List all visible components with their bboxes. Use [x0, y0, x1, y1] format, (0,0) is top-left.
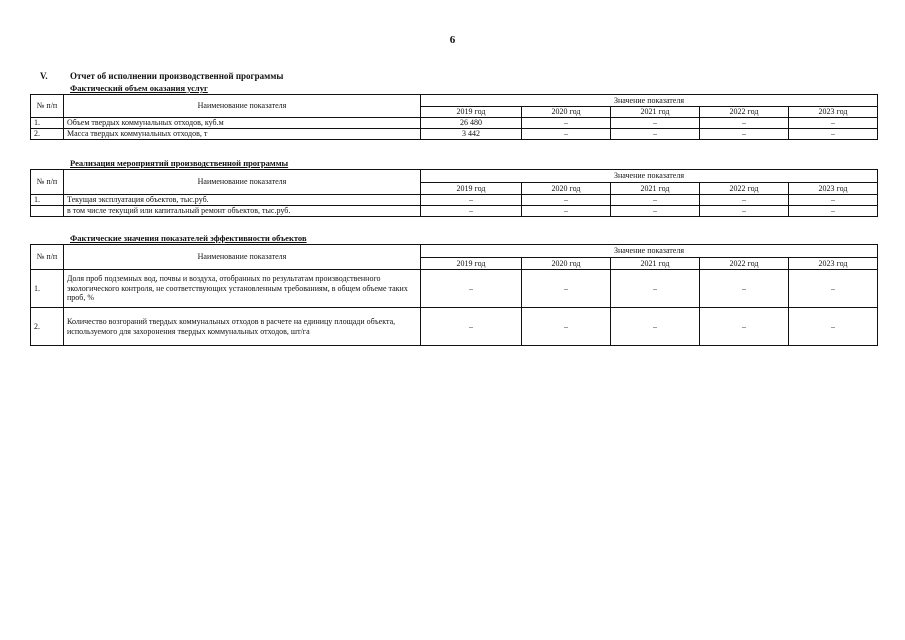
efficiency-indicators-table	[30, 244, 878, 346]
header-name: Наименование показателя	[64, 95, 421, 118]
row-value: –	[789, 206, 878, 217]
page-number: 6	[449, 34, 456, 46]
row-value: 3 442	[421, 129, 522, 140]
header-year: 2020 год	[522, 183, 611, 195]
header-value-group: Значение показателя	[421, 170, 878, 183]
row-value: –	[700, 195, 789, 206]
row-value: –	[789, 270, 878, 308]
header-year: 2022 год	[700, 107, 789, 118]
row-value: –	[522, 308, 611, 346]
header-year: 2021 год	[611, 183, 700, 195]
row-value: 26 480	[421, 118, 522, 129]
row-number: 1.	[31, 195, 64, 206]
header-num: № п/п	[31, 170, 64, 195]
row-number	[31, 206, 64, 217]
row-value: –	[421, 195, 522, 206]
table-2-title: Реализация мероприятий производственной программы	[70, 158, 289, 168]
row-value: –	[700, 206, 789, 217]
header-year: 2022 год	[700, 183, 789, 195]
table-row	[31, 270, 878, 308]
program-activities-table	[30, 169, 878, 217]
row-name: Количество возгораний твердых коммунальных отходов в расчете на единицу площади объекта, используемого для захоронения твердых коммунальных отходов, шт/га	[64, 308, 421, 346]
section-number: V.	[40, 71, 48, 81]
row-value: –	[611, 270, 700, 308]
header-year: 2023 год	[789, 107, 878, 118]
row-value: –	[700, 270, 789, 308]
header-year: 2019 год	[421, 258, 522, 270]
row-value: –	[421, 206, 522, 217]
row-value: –	[421, 270, 522, 308]
header-year: 2020 год	[522, 107, 611, 118]
table-3-title: Фактические значения показателей эффективности объектов	[70, 233, 307, 243]
header-year: 2021 год	[611, 107, 700, 118]
row-number: 2.	[31, 308, 64, 346]
row-value: –	[522, 195, 611, 206]
table-row	[31, 308, 878, 346]
row-value: –	[611, 118, 700, 129]
row-value: –	[522, 206, 611, 217]
section-heading	[40, 71, 283, 81]
header-name: Наименование показателя	[64, 245, 421, 270]
row-value: –	[789, 129, 878, 140]
row-value: –	[522, 118, 611, 129]
header-year: 2020 год	[522, 258, 611, 270]
row-value: –	[611, 206, 700, 217]
header-year: 2023 год	[789, 183, 878, 195]
row-number: 1.	[31, 270, 64, 308]
row-name: Текущая эксплуатация объектов, тыс.руб.	[64, 195, 421, 206]
row-value: –	[789, 308, 878, 346]
row-value: –	[789, 195, 878, 206]
header-year: 2021 год	[611, 258, 700, 270]
header-value-group: Значение показателя	[421, 95, 878, 107]
row-name: Доля проб подземных вод, почвы и воздуха, отобранных по результатам производственного экологического контроля, не соответствующих установленным требованиям, в общем объеме таких проб, %	[64, 270, 421, 308]
header-num: № п/п	[31, 95, 64, 118]
table-row	[31, 195, 878, 206]
row-value: –	[700, 308, 789, 346]
header-year: 2019 год	[421, 183, 522, 195]
row-value: –	[611, 308, 700, 346]
table-row	[31, 118, 878, 129]
row-name: Объем твердых коммунальных отходов, куб.м	[64, 118, 421, 129]
row-value: –	[522, 129, 611, 140]
table-1-title: Фактический объем оказания услуг	[70, 83, 208, 93]
header-year: 2023 год	[789, 258, 878, 270]
row-value: –	[700, 118, 789, 129]
header-num: № п/п	[31, 245, 64, 270]
row-number: 1.	[31, 118, 64, 129]
row-number: 2.	[31, 129, 64, 140]
header-year: 2019 год	[421, 107, 522, 118]
row-value: –	[611, 129, 700, 140]
row-value: –	[789, 118, 878, 129]
row-value: –	[522, 270, 611, 308]
header-value-group: Значение показателя	[421, 245, 878, 258]
row-name: в том числе текущий или капитальный ремонт объектов, тыс.руб.	[64, 206, 421, 217]
table-row	[31, 129, 878, 140]
section-title: Отчет об исполнении производственной программы	[70, 71, 284, 81]
header-year: 2022 год	[700, 258, 789, 270]
row-name: Масса твердых коммунальных отходов, т	[64, 129, 421, 140]
row-value: –	[421, 308, 522, 346]
row-value: –	[611, 195, 700, 206]
services-volume-table	[30, 94, 878, 140]
row-value: –	[700, 129, 789, 140]
header-name: Наименование показателя	[64, 170, 421, 195]
table-row	[31, 206, 878, 217]
